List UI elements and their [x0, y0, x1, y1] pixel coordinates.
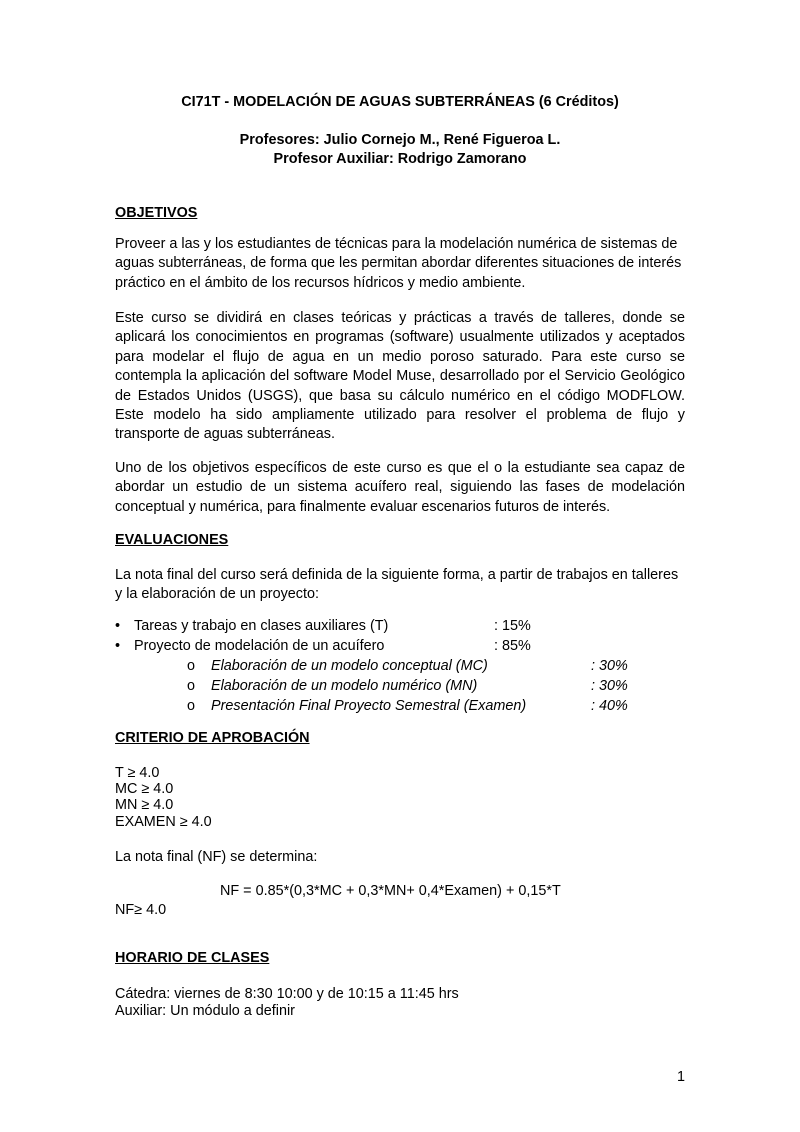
evaluation-subitem-value: : 40%	[591, 698, 628, 714]
schedule-heading: HORARIO DE CLASES	[115, 950, 270, 966]
final-grade-intro: La nota final (NF) se determina:	[115, 849, 318, 865]
evaluation-subitem-value: : 30%	[591, 658, 628, 674]
objectives-paragraph-1: Proveer a las y los estudiantes de técnicas para la modelación numérica de sistemas de aguas subterráneas, de forma que les permitan abordar diferentes situaciones de interés práctico en el ámbito de los recursos hídricos y medio ambiente.	[115, 236, 682, 291]
objectives-paragraph-2: Este curso se dividirá en clases teóricas y prácticas a través de talleres, donde se aplicará los conocimientos en programas (software) usualmente utilizados y aceptados para modelar el flujo de agua en un medio poroso saturado. Para este curso se contempla la aplicación del software Model Muse, desarrollado por el Servicio Geológico de Estados Unidos (USGS), que basa su cálculo numérico en el código MODFLOW. Este modelo ha sido ampliamente utilizado para resolver el problema de flujo y transporte de aguas subterráneas.	[115, 310, 685, 443]
evaluation-subitem-label: Presentación Final Proyecto Semestral (Examen)	[211, 698, 527, 714]
circle-bullet-icon: o	[187, 698, 196, 714]
evaluations-heading: EVALUACIONES	[115, 532, 229, 548]
final-grade-minimum: NF≥ 4.0	[115, 902, 167, 918]
professors-line: Profesores: Julio Cornejo M., René Figueroa L.	[239, 132, 561, 148]
evaluation-item-value: : 85%	[494, 638, 531, 654]
auxiliary-schedule: Auxiliar: Un módulo a definir	[115, 1003, 295, 1019]
approval-criterion: EXAMEN ≥ 4.0	[115, 814, 212, 830]
approval-heading: CRITERIO DE APROBACIÓN	[115, 730, 310, 746]
lecture-schedule: Cátedra: viernes de 8:30 10:00 y de 10:15 a 11:45 hrs	[115, 986, 459, 1002]
bullet-icon: •	[115, 638, 121, 654]
circle-bullet-icon: o	[187, 678, 196, 694]
assistant-professor-line: Profesor Auxiliar: Rodrigo Zamorano	[273, 151, 527, 167]
objectives-heading: OBJETIVOS	[115, 205, 198, 221]
evaluations-intro: La nota final del curso será definida de la siguiente forma, a partir de trabajos en talleres y la elaboración de un proyecto:	[115, 567, 679, 603]
evaluation-item-label: Tareas y trabajo en clases auxiliares (T)	[134, 618, 389, 634]
evaluation-subitem-label: Elaboración de un modelo conceptual (MC)	[211, 658, 488, 674]
approval-criterion: MC ≥ 4.0	[115, 781, 174, 797]
approval-criterion: MN ≥ 4.0	[115, 797, 174, 813]
evaluation-item-label: Proyecto de modelación de un acuífero	[134, 638, 385, 654]
evaluation-item-value: : 15%	[494, 618, 531, 634]
course-title: CI71T - MODELACIÓN DE AGUAS SUBTERRÁNEAS (6 Créditos)	[181, 94, 619, 110]
evaluation-subitem-label: Elaboración de un modelo numérico (MN)	[211, 678, 478, 694]
evaluation-subitem-value: : 30%	[591, 678, 628, 694]
final-grade-formula: NF = 0.85*(0,3*MC + 0,3*MN+ 0,4*Examen) + 0,15*T	[220, 883, 561, 899]
bullet-icon: •	[115, 618, 121, 634]
page-number: 1	[677, 1069, 686, 1085]
approval-criterion: T ≥ 4.0	[115, 765, 160, 781]
objectives-paragraph-3: Uno de los objetivos específicos de este curso es que el o la estudiante sea capaz de abordar un estudio de un sistema acuífero real, siguiendo las fases de modelación conceptual y numérica, para finalmente evaluar escenarios futuros de interés.	[115, 460, 685, 515]
circle-bullet-icon: o	[187, 658, 196, 674]
